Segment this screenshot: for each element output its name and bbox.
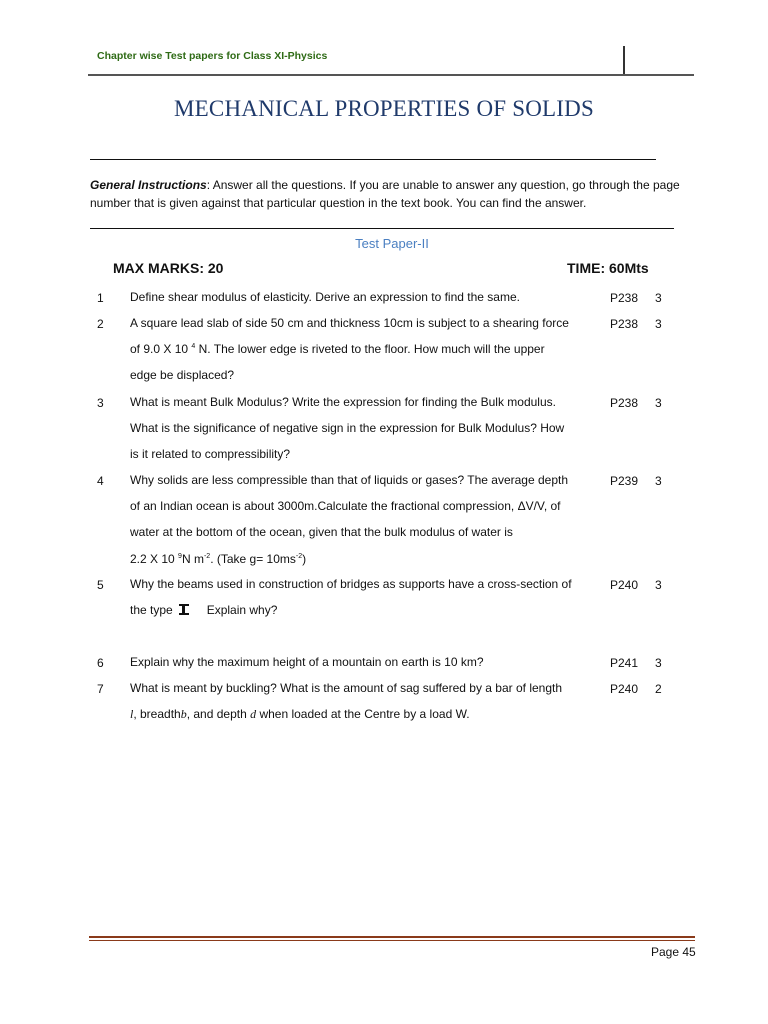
header-divider-bar bbox=[623, 46, 625, 74]
question-marks: 3 bbox=[655, 291, 662, 305]
page-title: MECHANICAL PROPERTIES OF SOLIDS bbox=[174, 96, 594, 121]
question-marks: 3 bbox=[655, 317, 662, 331]
superscript: 4 bbox=[191, 343, 196, 351]
question-number: 4 bbox=[97, 474, 104, 488]
question-text bbox=[130, 467, 604, 572]
question-number: 6 bbox=[97, 656, 104, 670]
time-allowed: TIME: 60Mts bbox=[567, 260, 649, 276]
question-marks: 3 bbox=[655, 656, 662, 670]
question-marks: 3 bbox=[655, 396, 662, 410]
running-header: Chapter wise Test papers for Class XI-Physics bbox=[97, 50, 328, 62]
footer-rule-thin bbox=[89, 940, 695, 941]
question-line: of 9.0 X 10 $^4$ N. The lower edge is riveted to the floor. How much will the upper bbox=[130, 342, 545, 357]
footer-rule bbox=[89, 936, 695, 938]
question-number: 5 bbox=[97, 578, 104, 592]
title-rule bbox=[90, 159, 656, 160]
question-text bbox=[130, 389, 604, 468]
question-line: What is meant Bulk Modulus? Write the expression for finding the Bulk modulus. bbox=[130, 395, 556, 409]
question-number: 3 bbox=[97, 396, 104, 410]
question-line: of an Indian ocean is about 3000m.Calculate the fractional compression, ΔV/V, of bbox=[130, 499, 561, 514]
question-line: What is the significance of negative sign in the expression for Bulk Modulus? How bbox=[130, 421, 565, 436]
question-number: 1 bbox=[97, 291, 104, 305]
question-page: P238 bbox=[610, 291, 639, 305]
question-page: P238 bbox=[610, 396, 639, 410]
test-paper-name: Test Paper-II bbox=[355, 236, 429, 251]
question-marks: 2 bbox=[655, 682, 662, 696]
question-line: the type Explain why? bbox=[130, 603, 278, 618]
i-beam-cross-section-icon bbox=[179, 604, 189, 615]
question-page: P240 bbox=[610, 578, 639, 592]
question-line: A square lead slab of side 50 cm and thickness 10cm is subject to a shearing force bbox=[130, 316, 569, 330]
max-marks: MAX MARKS: 20 bbox=[113, 260, 224, 276]
page-number: Page 45 bbox=[651, 945, 696, 959]
question-line: What is meant by buckling? What is the amount of sag suffered by a bar of length bbox=[130, 681, 563, 695]
instructions-label: General Instructions bbox=[90, 178, 207, 192]
question-text bbox=[130, 649, 604, 675]
question-page: P240 bbox=[610, 682, 639, 696]
question-line: Define shear modulus of elasticity. Derive an expression to find the same. bbox=[130, 290, 520, 304]
question-line: Explain why the maximum height of a mountain on earth is 10 km? bbox=[130, 655, 484, 669]
question-marks: 3 bbox=[655, 578, 662, 592]
question-text bbox=[130, 310, 604, 389]
question-line: is it related to compressibility? bbox=[130, 447, 291, 462]
question-number: 7 bbox=[97, 682, 104, 696]
question-text bbox=[130, 675, 604, 727]
question-line: l, breadthb, and depth d when loaded at the Centre by a load W. bbox=[130, 707, 470, 722]
question-line: Why the beams used in construction of bridges as supports have a cross-section of bbox=[130, 577, 572, 591]
question-marks: 3 bbox=[655, 474, 662, 488]
question-text bbox=[130, 284, 604, 310]
question-page: P239 bbox=[610, 474, 639, 488]
question-number: 2 bbox=[97, 317, 104, 331]
instructions-text: : Answer all the questions. If you are unable to answer any question, go through the page number that is given against that particular question in the text book. You can find the answer. bbox=[90, 178, 680, 210]
question-text bbox=[130, 571, 604, 623]
general-instructions bbox=[90, 176, 690, 212]
question-line: edge be displaced? bbox=[130, 368, 235, 383]
question-line: water at the bottom of the ocean, given that the bulk modulus of water is bbox=[130, 525, 513, 540]
question-line: Why solids are less compressible than that of liquids or gases? The average depth bbox=[130, 473, 569, 487]
question-line: 2.2 X 10 $^9$N $m^{-2}$. (Take $g= 10ms^{-2}$) bbox=[130, 551, 307, 566]
instructions-rule bbox=[90, 228, 674, 229]
header-rule bbox=[88, 74, 694, 76]
question-page: P238 bbox=[610, 317, 639, 331]
question-page: P241 bbox=[610, 656, 639, 670]
